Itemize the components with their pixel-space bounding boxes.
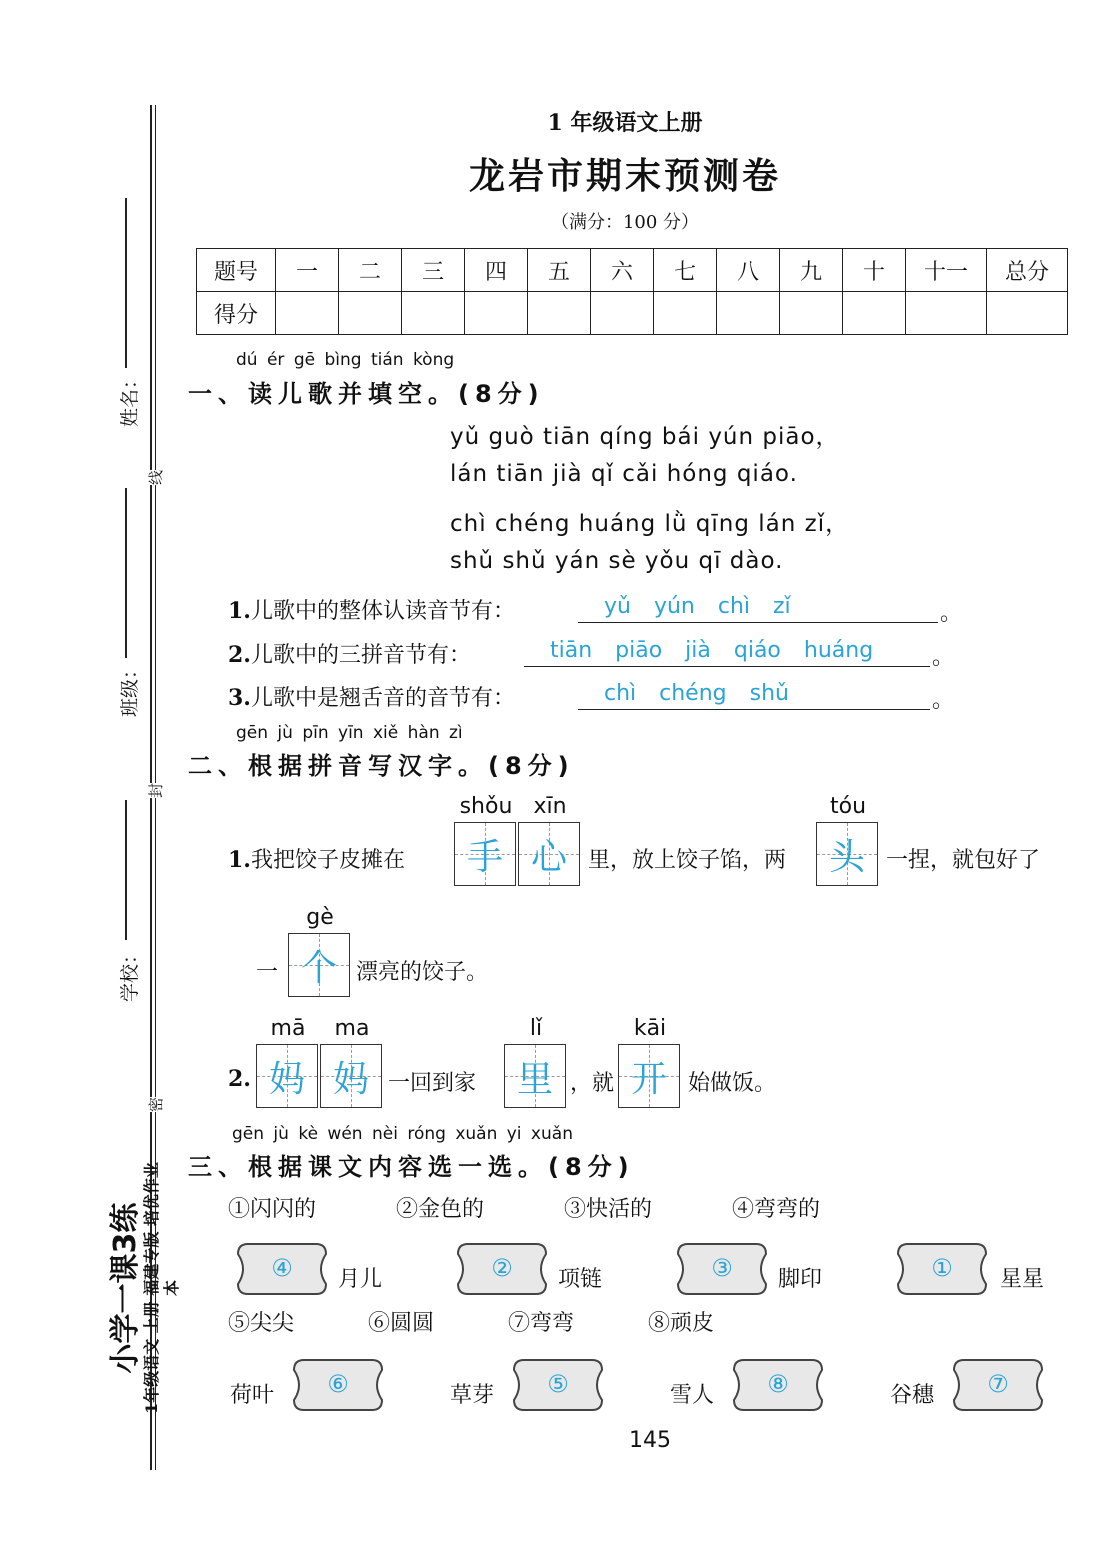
section1-q3-answer: chì chéng shǔ: [604, 681, 789, 706]
pinyin-tou: tóu: [829, 794, 867, 819]
school-fill-line: [125, 800, 127, 940]
score-table-header-row: [197, 249, 1068, 292]
q-end: 。: [932, 645, 955, 670]
pill-answer: ⑧: [767, 1370, 789, 1398]
score-cell[interactable]: [987, 292, 1068, 335]
answer-pill[interactable]: [510, 1356, 606, 1414]
section2-pinyin: gēn jù pīn yīn xiě hàn zì: [236, 723, 463, 743]
section2-q2-mid2: ，就: [570, 1071, 615, 1096]
section2-q1-line2-post: 漂亮的饺子。: [356, 960, 489, 985]
section1-q1-answer: yǔ yún chì zǐ: [604, 594, 791, 619]
section2-q2-post: 始做饭。: [688, 1071, 777, 1096]
section2-q2-mid1: 一回到家: [388, 1071, 477, 1096]
word-label: 项链: [558, 1267, 603, 1292]
full-score: （满分：100 分）: [550, 212, 700, 233]
section1-q2-answer: tiān piāo jià qiáo huáng: [550, 638, 874, 663]
score-cell[interactable]: [780, 292, 843, 335]
score-col: 四: [465, 249, 528, 292]
pill-answer: ⑦: [987, 1370, 1009, 1398]
q-text: 我把饺子皮摊在: [250, 848, 405, 873]
section2-q2-num: [228, 1066, 251, 1092]
answer-pill[interactable]: [730, 1356, 826, 1414]
score-cell[interactable]: [402, 292, 465, 335]
q-num: 2.: [228, 642, 251, 668]
char-answer: 手: [466, 837, 503, 878]
char-box-ma2[interactable]: [320, 1044, 382, 1108]
char-answer: 头: [828, 837, 865, 878]
score-col: 三: [402, 249, 465, 292]
q-end: 。: [932, 688, 955, 713]
score-col: 总分: [987, 249, 1068, 292]
option-item: ③快活的: [564, 1197, 653, 1222]
pinyin-ge: gè: [306, 905, 334, 930]
section2-heading: 二、根据拼音写汉字。(8分): [188, 752, 575, 780]
q-text: 儿歌中是翘舌音的音节有：: [250, 686, 515, 711]
char-answer: 妈: [268, 1059, 305, 1100]
q-end: 。: [940, 601, 963, 626]
class-fill-line: [125, 488, 127, 658]
score-table-row-label: 得分: [197, 292, 276, 335]
score-col: 二: [339, 249, 402, 292]
brand-edition: 1年级语文 上册 福建专版: [142, 1231, 161, 1414]
page-title: 龙岩市期末预测卷: [468, 156, 781, 197]
pinyin-kai: kāi: [633, 1016, 667, 1041]
section1-q2-answer-line[interactable]: [524, 636, 930, 667]
pinyin-li: lǐ: [529, 1016, 543, 1041]
page-number: 145: [629, 1428, 671, 1453]
answer-pill[interactable]: [674, 1240, 770, 1298]
word-label: 脚印: [778, 1267, 823, 1292]
word-label: 雪人: [670, 1383, 715, 1408]
poem-line: yǔ guò tiān qíng bái yún piāo，: [450, 424, 840, 450]
answer-pill[interactable]: [950, 1356, 1046, 1414]
section2-q1-mid: 里，放上饺子馅，两: [588, 848, 787, 873]
char-box-ma1[interactable]: [256, 1044, 318, 1108]
char-answer: 开: [630, 1059, 667, 1100]
section3-pinyin: gēn jù kè wén nèi róng xuǎn yi xuǎn: [232, 1124, 573, 1144]
word-label: 草芽: [450, 1383, 495, 1408]
char-answer: 个: [300, 948, 337, 989]
pill-answer: ③: [711, 1254, 733, 1282]
score-col: 七: [654, 249, 717, 292]
seal-mark: 封: [143, 783, 168, 798]
word-label: 荷叶: [230, 1383, 275, 1408]
q-num: 2.: [228, 1066, 251, 1092]
brand-block: [108, 1158, 181, 1418]
score-cell[interactable]: [339, 292, 402, 335]
brand-sub: 培优作业本: [142, 1162, 181, 1297]
option-item: ⑥圆圆: [368, 1311, 435, 1336]
poem-line: chì chéng huáng lǜ qīng lán zǐ，: [450, 511, 850, 537]
section3-heading: 三、根据课文内容选一选。(8分): [188, 1153, 635, 1181]
score-col: 九: [780, 249, 843, 292]
word-label: 星星: [1000, 1267, 1045, 1292]
score-cell[interactable]: [591, 292, 654, 335]
score-cell[interactable]: [906, 292, 987, 335]
score-table-score-row: [197, 292, 1068, 335]
pill-answer: ⑥: [327, 1370, 349, 1398]
section2-q1-pre: [228, 843, 405, 874]
q-text: 儿歌中的整体认读音节有：: [250, 599, 515, 624]
close-mark: 密: [143, 1097, 168, 1112]
class-label: 班级：: [119, 659, 142, 718]
word-label: 谷穗: [890, 1383, 935, 1408]
pinyin-shou: shǒu: [459, 794, 513, 819]
pill-answer: ①: [931, 1254, 953, 1282]
brand-logo: 小学一课3练: [108, 1202, 143, 1374]
section1-q3-answer-line[interactable]: [578, 679, 930, 710]
pinyin-ma1: mā: [270, 1016, 306, 1041]
grade-label: 1 年级语文上册: [547, 110, 703, 136]
q-num: 3.: [228, 685, 251, 711]
answer-pill[interactable]: [290, 1356, 386, 1414]
option-item: ④弯弯的: [732, 1197, 821, 1222]
pill-answer: ④: [271, 1254, 293, 1282]
score-table: [196, 248, 1068, 335]
score-col: 五: [528, 249, 591, 292]
score-col: 十一: [906, 249, 987, 292]
q-num: 1.: [228, 598, 251, 624]
char-answer: 里: [516, 1059, 553, 1100]
score-cell[interactable]: [465, 292, 528, 335]
pill-answer: ⑤: [547, 1370, 569, 1398]
score-cell[interactable]: [843, 292, 906, 335]
pinyin-ma2: ma: [334, 1016, 370, 1041]
score-col: 六: [591, 249, 654, 292]
char-box-li[interactable]: [504, 1044, 566, 1108]
poem-line: lán tiān jià qǐ cǎi hóng qiáo.: [450, 461, 798, 487]
section2-q1-line2-pre: 一: [256, 960, 279, 985]
score-cell[interactable]: [276, 292, 339, 335]
q-num: 1.: [228, 847, 251, 873]
word-label: 月儿: [338, 1267, 383, 1292]
char-box-kai[interactable]: [618, 1044, 680, 1108]
section1-pinyin: dú ér gē bìng tián kòng: [236, 350, 455, 370]
score-table-row-label: 题号: [197, 249, 276, 292]
pill-answer: ②: [491, 1254, 513, 1282]
section1-q1-answer-line[interactable]: [578, 592, 938, 623]
score-col: 一: [276, 249, 339, 292]
char-box-xin[interactable]: [518, 822, 580, 886]
option-item: ②金色的: [396, 1197, 485, 1222]
q-text: 儿歌中的三拼音节有：: [250, 643, 471, 668]
char-answer: 心: [530, 837, 567, 878]
answer-pill[interactable]: [234, 1240, 330, 1298]
score-cell[interactable]: [528, 292, 591, 335]
answer-pill[interactable]: [454, 1240, 550, 1298]
char-box-tou[interactable]: [816, 822, 878, 886]
option-item: ①闪闪的: [228, 1197, 317, 1222]
section2-q1-post: 一捏，就包好了: [886, 848, 1041, 873]
section1-heading: 一、读儿歌并填空。(8分): [188, 380, 545, 408]
option-item: ⑧顽皮: [648, 1311, 715, 1336]
char-answer: 妈: [332, 1059, 369, 1100]
score-col: 十: [843, 249, 906, 292]
score-col: 八: [717, 249, 780, 292]
pinyin-xin: xīn: [533, 794, 567, 819]
answer-pill[interactable]: [894, 1240, 990, 1298]
score-cell[interactable]: [654, 292, 717, 335]
char-box-shou[interactable]: [454, 822, 516, 886]
section1-q3: [228, 681, 515, 712]
option-item: ⑦弯弯: [508, 1311, 575, 1336]
score-cell[interactable]: [717, 292, 780, 335]
section1-q1: [228, 594, 515, 625]
school-label: 学校：: [119, 944, 142, 1003]
name-label: 姓名：: [119, 369, 142, 428]
option-item: ⑤尖尖: [228, 1311, 295, 1336]
line-mark: 线: [143, 470, 168, 485]
section1-q2: [228, 638, 471, 669]
char-box-ge[interactable]: [288, 933, 350, 997]
poem-line: shǔ shǔ yán sè yǒu qī dào.: [450, 548, 784, 574]
